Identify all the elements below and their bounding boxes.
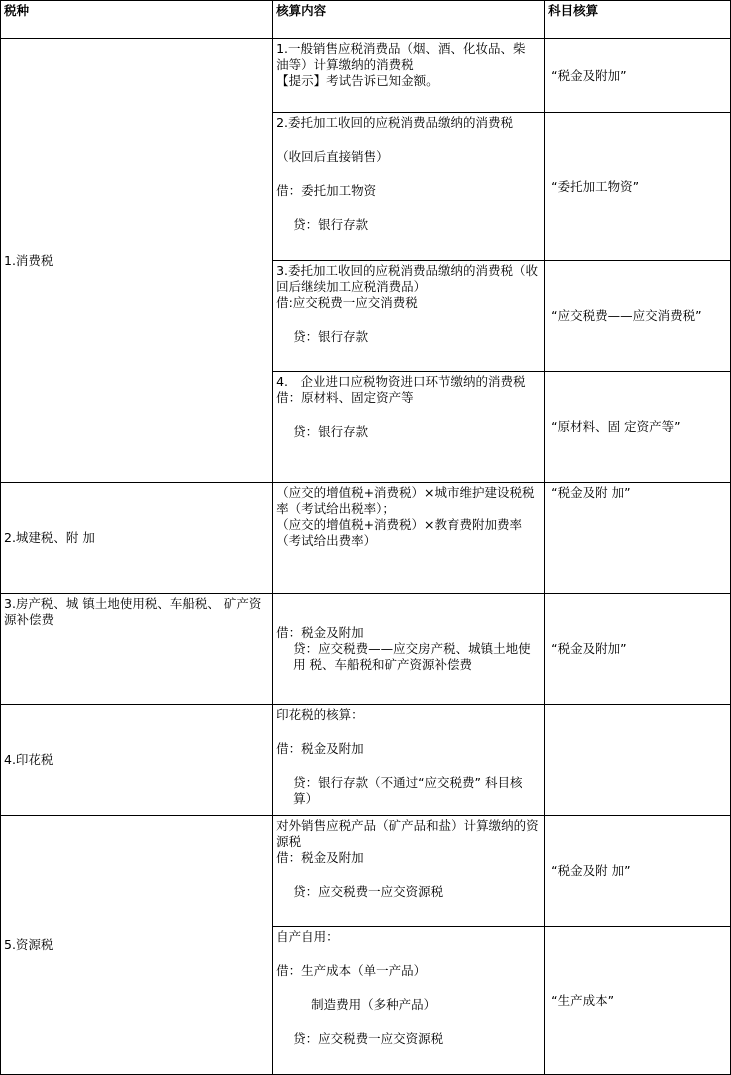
content-line: 制造费用（多种产品）	[311, 997, 437, 1012]
content-line: 贷：应交税费一应交资源税	[293, 1031, 444, 1046]
header-tax-type: 税种	[1, 1, 273, 39]
urban-account: “税金及附 加”	[545, 483, 731, 594]
table-row	[1, 705, 731, 816]
content-line: 借：税金及附加	[276, 850, 364, 865]
content-line: 借：税金及附加	[276, 741, 364, 756]
tax-type-property: 3.房产税、城 镇土地使用税、车船税、 矿产资源补偿费	[1, 594, 273, 705]
content-line: 1.一般销售应税消费品（烟、酒、化妆品、柴 油等）计算缴纳的消费税	[276, 41, 526, 72]
content-line: 借：委托加工物资	[276, 183, 377, 198]
urban-content	[273, 483, 545, 594]
content-line: 3.委托加工收回的应税消费品缴纳的消费税（收回后继续加工应税消费品）	[276, 263, 539, 294]
property-content	[273, 594, 545, 705]
content-line: 贷：应交税费一应交资源税	[293, 884, 444, 899]
content-line: 贷：银行存款	[293, 217, 369, 232]
tax-type-consumption: 1.消费税	[1, 39, 273, 483]
table-row	[1, 816, 731, 927]
content-line: 【提示】考试告诉已知金额。	[276, 73, 439, 88]
consumption-item-4-account: “原材料、固 定资产等”	[545, 372, 731, 483]
content-line: 贷：应交税费——应交房产税、城镇土地使用 税、车船税和矿产资源补偿费	[293, 641, 531, 672]
property-account: “税金及附加”	[545, 594, 731, 705]
content-line: （考试给出费率）	[276, 533, 377, 548]
consumption-item-1-content	[273, 39, 545, 113]
resource-item-1-account: “税金及附 加”	[545, 816, 731, 927]
consumption-item-2-account: “委托加工物资”	[545, 113, 731, 261]
content-line: 4. 企业进口应税物资进口环节缴纳的消费税	[276, 374, 526, 389]
consumption-item-1-account: “税金及附加”	[545, 39, 731, 113]
table-header-row	[1, 1, 731, 39]
stamp-account	[545, 705, 731, 816]
content-line: 借:应交税费一应交消费税	[276, 295, 418, 310]
content-line: 对外销售应税产品（矿产品和盐）计算缴纳的资源税	[276, 818, 539, 849]
table-row	[1, 483, 731, 594]
content-line: 贷：银行存款	[293, 329, 369, 344]
tax-type-stamp: 4.印花税	[1, 705, 273, 816]
header-account-item: 科目核算	[545, 1, 731, 39]
content-line: 印花税的核算：	[276, 707, 364, 722]
content-line: 借：税金及附加	[276, 625, 364, 640]
table-row	[1, 39, 731, 113]
content-line: 借：原材料、固定资产等	[276, 390, 414, 405]
consumption-item-3-content	[273, 261, 545, 372]
tax-type-resource: 5.资源税	[1, 816, 273, 1075]
table-row	[1, 594, 731, 705]
content-line: 贷：银行存款（不通过“应交税费” 科目核 算）	[293, 775, 523, 806]
stamp-content	[273, 705, 545, 816]
content-line: （应交的增值税+消费税）×教育费附加费率	[276, 517, 523, 532]
resource-item-2-account: “生产成本”	[545, 927, 731, 1075]
content-line: （应交的增值税+消费税）×城市维护建设税税率（考试给出税率）；	[276, 485, 535, 516]
consumption-item-4-content	[273, 372, 545, 483]
content-line: 2.委托加工收回的应税消费品缴纳的消费税	[276, 115, 514, 130]
content-line: 贷：银行存款	[293, 424, 369, 439]
content-line: （收回后直接销售）	[276, 149, 389, 164]
resource-item-1-content	[273, 816, 545, 927]
content-line: 自产自用：	[276, 929, 339, 944]
consumption-item-3-account: “应交税费——应交消费税”	[545, 261, 731, 372]
content-line: 借：生产成本（单一产品）	[276, 963, 427, 978]
resource-item-2-content	[273, 927, 545, 1075]
tax-type-urban: 2.城建税、附 加	[1, 483, 273, 594]
header-accounting-content: 核算内容	[273, 1, 545, 39]
consumption-item-2-content	[273, 113, 545, 261]
